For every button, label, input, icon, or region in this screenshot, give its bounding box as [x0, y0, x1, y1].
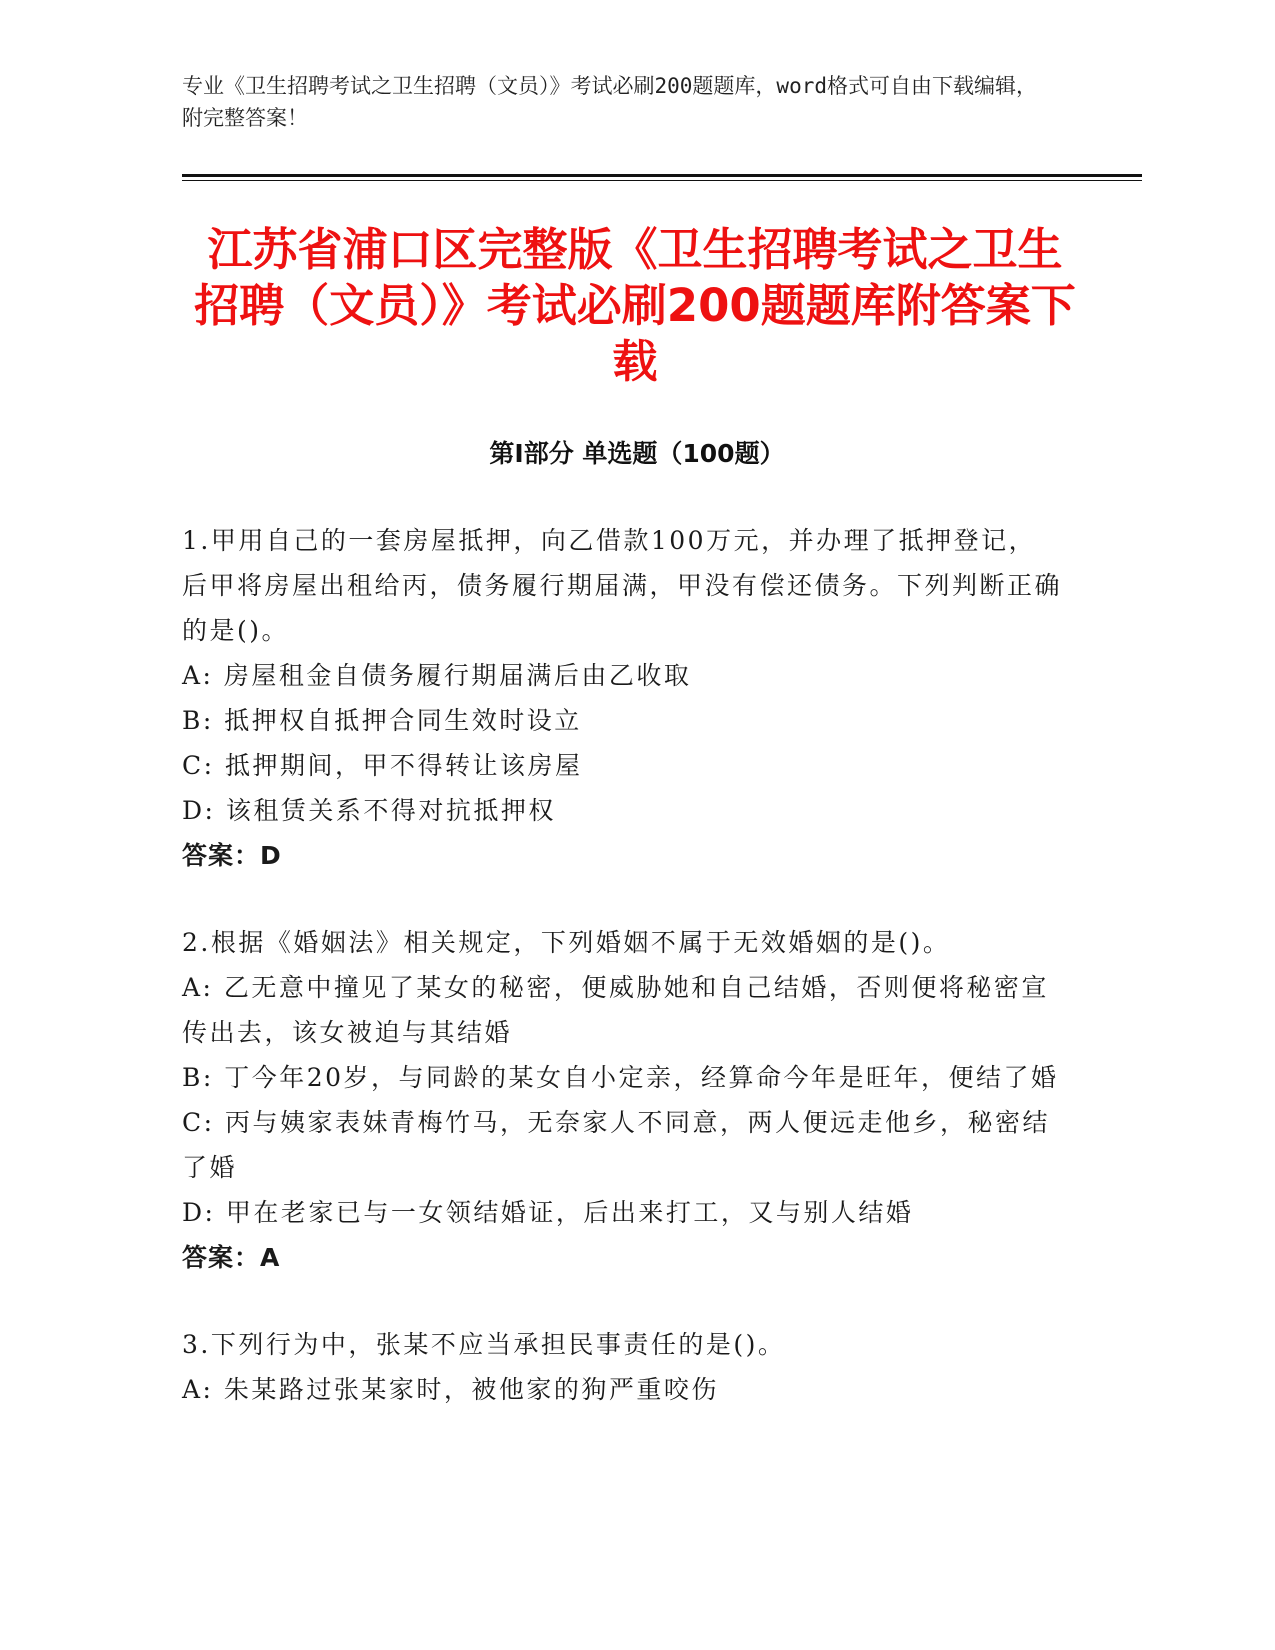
question-3: [182, 1322, 1062, 1412]
option-c: C: 抵押期间，甲不得转让该房屋: [182, 751, 583, 780]
option-a: A: 朱某路过张某家时，被他家的狗严重咬伤: [182, 1375, 719, 1404]
option-c: C: 丙与姨家表妹青梅竹马，无奈家人不同意，两人便远走他乡，秘密结了婚: [182, 1108, 1051, 1182]
option-a: A: 房屋租金自债务履行期届满后由乙收取: [182, 661, 692, 690]
option-b: B: 抵押权自抵押合同生效时设立: [182, 706, 582, 735]
answer: 答案：A: [182, 1243, 281, 1272]
header-divider-thick: [182, 174, 1142, 177]
question-stem: 1.甲用自己的一套房屋抵押，向乙借款100万元，并办理了抵押登记，后甲将房屋出租给丙，债务履行期届满，甲没有偿还债务。下列判断正确的是()。: [182, 526, 1063, 645]
question-2: [182, 920, 1062, 1280]
section-title: 第Ⅰ部分 单选题（100题）: [489, 439, 785, 468]
option-b: B: 丁今年20岁，与同龄的某女自小定亲，经算命今年是旺年，便结了婚: [182, 1063, 1059, 1092]
option-a: A: 乙无意中撞见了某女的秘密，便威胁她和自己结婚，否则便将秘密宣传出去，该女被迫与其结婚: [182, 973, 1049, 1047]
question-stem: 2.根据《婚姻法》相关规定，下列婚姻不属于无效婚姻的是()。: [182, 928, 951, 957]
header-note: 专业《卫生招聘考试之卫生招聘（文员）》考试必刷200题题库，word格式可自由下载编辑，附完整答案！: [182, 74, 1037, 130]
question-1: [182, 518, 1062, 878]
option-d: D: 甲在老家已与一女领结婚证，后出来打工，又与别人结婚: [182, 1198, 914, 1227]
answer: 答案：D: [182, 841, 282, 870]
question-list: [182, 518, 1062, 1454]
question-stem: 3.下列行为中，张某不应当承担民事责任的是()。: [182, 1330, 786, 1359]
option-d: D: 该租赁关系不得对抗抵押权: [182, 796, 556, 825]
document-title: 江苏省浦口区完整版《卫生招聘考试之卫生招聘（文员）》考试必刷200题题库附答案下载: [194, 223, 1076, 388]
header-divider-thin: [182, 180, 1142, 181]
